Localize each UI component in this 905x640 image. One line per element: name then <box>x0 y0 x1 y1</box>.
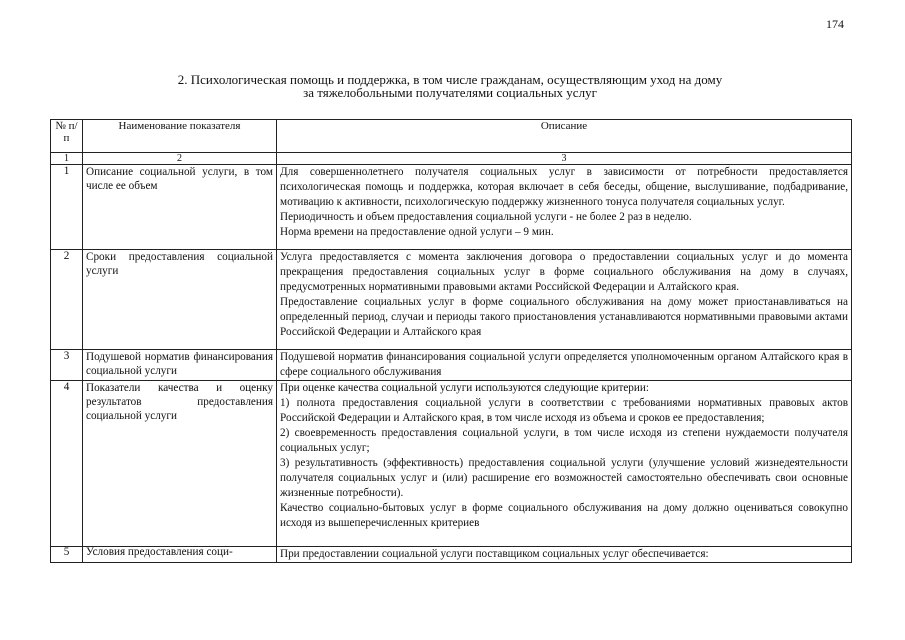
indicator-name <box>83 250 277 350</box>
description-paragraph: Услуга предоставляется с момента заключения договора о предоставлении социальных услуг и до момента прекращения предоставления социальных услуг в форме социального обслуживания на дому в случаях, предусмотренных нормативными правовыми актами Российской Федерации и Алтайского края. <box>280 251 848 293</box>
indicator-name-text: Показатели качества и оценку результатов предоставления социальной услуги <box>86 382 273 422</box>
row-number: 5 <box>51 547 83 563</box>
indicator-name-text: Подушевой норматив финансирования социальной услуги <box>86 351 273 377</box>
indicator-name-text: Условия предоставления соци- <box>86 546 233 558</box>
description-paragraph: Предоставление социальных услуг в форме социального обслуживания на дому может приостанавливаться на определенный период, случаи и периоды такого приостановления устанавливаются нормативными правовыми актами Российской Федерации и Алтайского края <box>280 296 848 338</box>
indicator-name <box>83 547 277 563</box>
description-paragraph: 2) своевременность предоставления социальной услуги, в том числе исходя из степени нуждаемости получателя социальных услуг; <box>280 427 848 454</box>
description-paragraph: Норма времени на предоставление одной услуги – 9 мин. <box>280 226 554 238</box>
indicator-description <box>277 165 852 250</box>
column-number-row <box>51 153 852 165</box>
row-number: 4 <box>51 381 83 547</box>
page-title <box>60 73 840 99</box>
indicator-name <box>83 381 277 547</box>
column-number: 2 <box>83 153 277 165</box>
table-row <box>51 547 852 563</box>
column-number: 1 <box>51 153 83 165</box>
indicator-name <box>83 350 277 381</box>
description-paragraph: 3) результативность (эффективность) предоставления социальной услуги (улучшение условий жизнедеятельности получателя социальных услуг и (или) расширение его возможностей самостоятельно обеспечивать свои основные жизненные потребности). <box>280 457 848 499</box>
description-paragraph: При предоставлении социальной услуги поставщиком социальных услуг обеспечивается: <box>280 548 709 560</box>
description-paragraph: Периодичность и объем предоставления социальной услуги - не более 2 раз в неделю. <box>280 211 692 223</box>
page-number: 174 <box>826 17 844 31</box>
header-row <box>51 120 852 153</box>
description-paragraph: Подушевой норматив финансирования социальной услуги определяется уполномоченным органом Алтайского края в сфере социального обслуживания <box>280 351 848 378</box>
indicator-description <box>277 250 852 350</box>
table-row <box>51 165 852 250</box>
table-row <box>51 350 852 381</box>
table-row <box>51 250 852 350</box>
table-row <box>51 381 852 547</box>
indicator-name-text: Описание социальной услуги, в том числе ее объем <box>86 166 273 192</box>
description-paragraph: При оценке качества социальной услуги используются следующие критерии: <box>280 382 649 394</box>
indicator-description <box>277 350 852 381</box>
title-line-1: 2. Психологическая помощь и поддержка, в том числе гражданам, осуществляющим уход на дому <box>177 72 723 87</box>
row-number: 1 <box>51 165 83 250</box>
description-paragraph: Качество социально-бытовых услуг в форме социального обслуживания на дому должно оцениваться совокупно исходя из вышеперечисленных критериев <box>280 502 848 529</box>
indicator-description <box>277 547 852 563</box>
indicator-name-text: Сроки предоставления социальной услуги <box>86 251 273 277</box>
header-indicator-name: Наименование показателя <box>83 120 277 153</box>
row-number: 3 <box>51 350 83 381</box>
services-table <box>50 119 852 563</box>
description-paragraph: Для совершеннолетнего получателя социальных услуг в зависимости от потребности предоставляется психологическая помощь и поддержка, которая включает в себя беседы, общение, выслушивание, подбадривание, мотивацию к активности, психологическую поддержку жизненного тонуса получателя социальных услуг. <box>280 166 848 208</box>
indicator-name <box>83 165 277 250</box>
header-description: Описание <box>277 120 852 153</box>
title-line-2: за тяжелобольными получателями социальных услуг <box>303 85 597 100</box>
row-number: 2 <box>51 250 83 350</box>
description-paragraph: 1) полнота предоставления социальной услуги в соответствии с требованиями нормативных правовых актов Российской Федерации и Алтайского края, в том числе исходя из объема и сроков ее предоставления; <box>280 397 848 424</box>
indicator-description <box>277 381 852 547</box>
column-number: 3 <box>277 153 852 165</box>
header-number: № п/п <box>51 120 83 153</box>
